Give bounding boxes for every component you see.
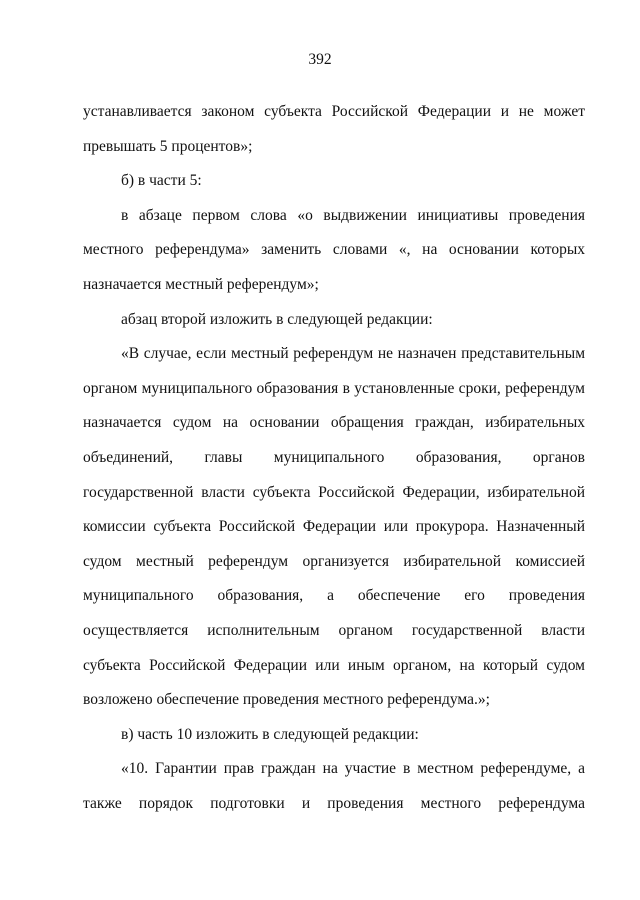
paragraph-part-10: «10. Гарантии прав граждан на участие в местном референдуме, а также порядок подготовки и проведения местного референдума: [83, 760, 585, 812]
paragraph-quoted-text: «В случае, если местный референдум не назначен представительным органом муниципального образования в установленные сроки, референдум назначается судом на основании обращения граждан, избирательных объединений, главы муниципального образования, органов государственной власти субъекта Российской Федерации, избирательной комиссии субъекта Российской Федерации или прокурора. Назначенный судом местный референдум организуется избирательной комиссией муниципального образования, а обеспечение его проведения осуществляется исполнительным органом государственной власти субъекта Российской Федерации или иным органом, на который судом возложено обеспечение проведения местного референдума.»;: [83, 345, 585, 709]
paragraph-subpoint-b: б) в части 5:: [121, 172, 202, 190]
document-body: [83, 95, 585, 821]
paragraph-subpoint-v: в) часть 10 изложить в следующей редакции:: [121, 725, 419, 743]
paragraph-continuation: устанавливается законом субъекта Российской Федерации и не может превышать 5 процентов»;: [83, 103, 585, 155]
paragraph-first-abzac: в абзаце первом слова «о выдвижении инициативы проведения местного референдума» заменить словами «, на основании которых назначается местный референдум»;: [83, 206, 585, 293]
page-number: 392: [308, 51, 332, 68]
paragraph-second-abzac-intro: абзац второй изложить в следующей редакции:: [121, 310, 433, 328]
